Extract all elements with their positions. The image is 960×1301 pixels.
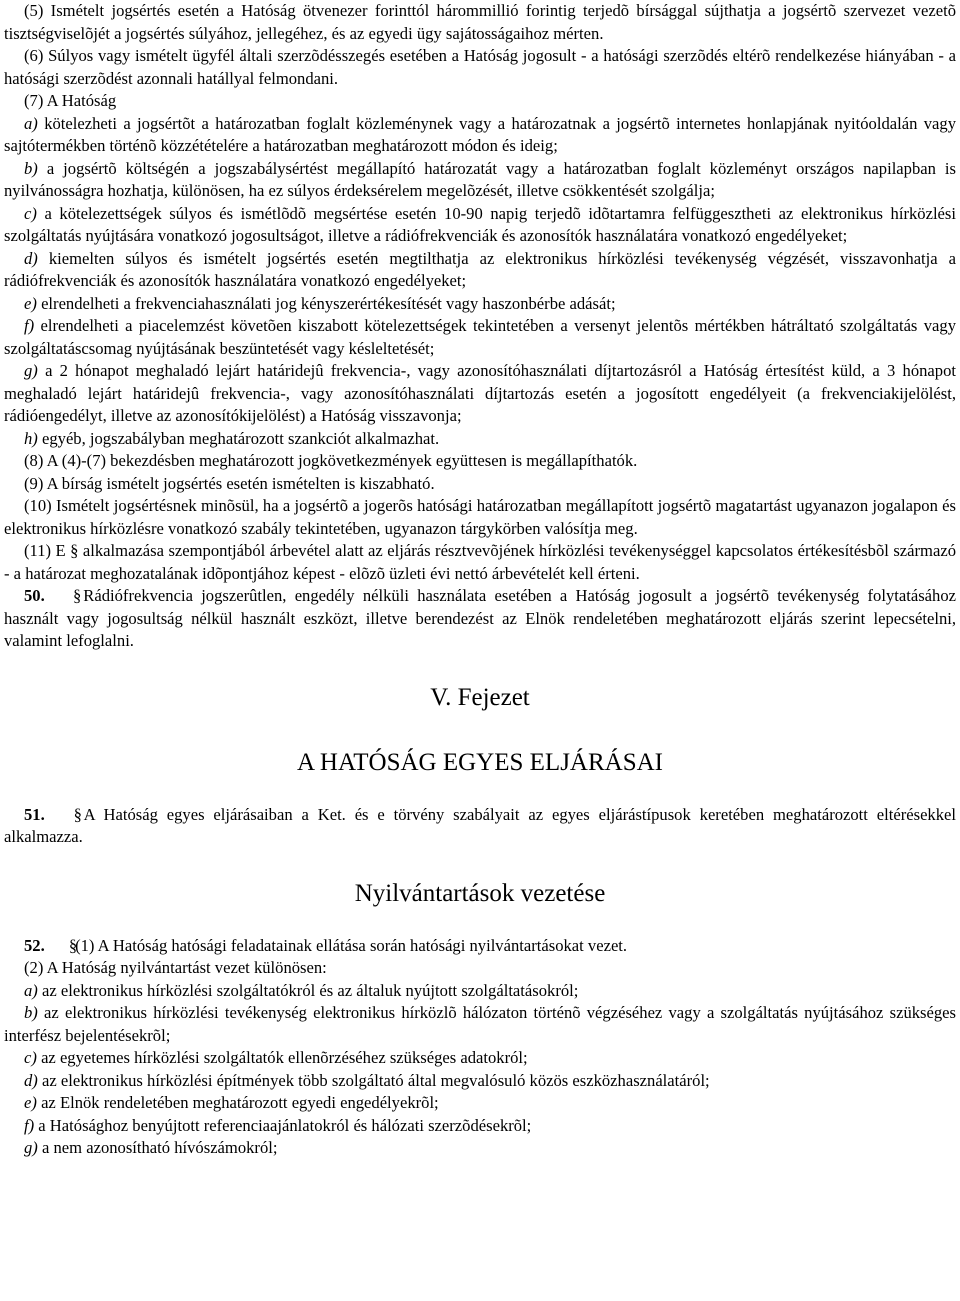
- paragraph-10: (10) Ismételt jogsértésnek minõsül, ha a jogsértõ a jogerõs hatósági határozatban megállapított jogsértõ magatartást ugyanazon jogalapon és elektronikus hírközlésre vonatkozó szabály tekintetében, ugyanazon tárgykörben valósítja meg.: [4, 496, 956, 538]
- subtitle-heading: Nyilvántartások vezetése: [354, 879, 606, 907]
- item-text: az elektronikus hírközlési tevékenység elektronikus hírközlõ hálózaton történõ végzéséhez vagy a szolgáltatás nyújtásához szükséges interfész bejelentésekrõl;: [4, 1003, 956, 1045]
- list-item: [4, 980, 956, 1003]
- item-text: elrendelheti a frekvenciahasználati jog kényszerértékesítését vagy haszonbérbe adását;: [41, 293, 616, 313]
- list-item: [4, 158, 956, 203]
- item-text: a 2 hónapot meghaladó lejárt határidejû frekvencia-, vagy azonosítóhasználati díjtartozásról a Hatóság értesítést küld, a 3 hónapot meghaladó lejárt határidejû frekvencia-, vagy azonosítóhasználati díjtartozás esetén a jogosított engedélyeit (a frekvenciakijelölést, rádióengedélyt, illetve az azonosítókijelölést) a Hatóság visszavonja;: [4, 361, 956, 425]
- item-label: c): [24, 1048, 37, 1067]
- item-label: a): [24, 980, 38, 1000]
- chapter-title: A HATÓSÁG EGYES ELJÁRÁSAI: [297, 748, 663, 776]
- item-label: g): [24, 1138, 38, 1157]
- item-text: a Hatósághoz benyújtott referenciaajánlatokról és hálózati szerzõdésekrõl;: [38, 1115, 532, 1135]
- item-label: g): [24, 361, 38, 380]
- list-item: [4, 428, 956, 451]
- list-item: [4, 1070, 956, 1093]
- item-label: e): [24, 293, 37, 313]
- item-label: c): [24, 203, 37, 223]
- section-text: Rádiófrekvencia jogszerûtlen, engedély nélküli használata esetében a Hatóság jogosult a jogsértõ tevékenység folytatásához használt vagy jogosultság nélkül használt eszközt, illetve berendezést az Elnök rendeletében meghatározott eljárás szerint lepecsételni, valamint lefoglalni.: [4, 586, 956, 650]
- list-item: [4, 1047, 956, 1070]
- paragraph-6: (6) Súlyos vagy ismételt ügyfél általi szerzõdésszegés esetében a Hatóság jogosult - a hatósági szerzõdés eltérõ rendelkezése hiányában - a hatósági szerzõdést azonnali hatállyal felmondani.: [4, 46, 956, 88]
- section-number: 52.: [24, 935, 45, 955]
- paragraph-9: (9) A bírság ismételt jogsértés esetén ismételten is kiszabható.: [24, 473, 435, 493]
- item-text: a kötelezettségek súlyos és ismétlõdõ megsértése esetén 10-90 napig terjedõ idõtartamra felfüggesztheti az elektronikus hírközlési szolgáltatás nyújtására vonatkozó jogosultságot, illetve a rádiófrekvenciák és azonosítók használatára vonatkozó engedélyeket;: [4, 203, 956, 245]
- p7-list: [4, 113, 956, 451]
- item-text: a jogsértõ költségén a jogszabálysértést megállapító határozatát vagy a határozatban foglalt közleményt országos napilapban is nyilvánosságra hozhatja, különösen, ha ez súlyos érdeksérelem megelõzését, illetve csökkentését szolgálja;: [4, 158, 956, 200]
- section-sign: §: [73, 586, 82, 605]
- item-label: f): [24, 1115, 35, 1135]
- list-item: [4, 113, 956, 158]
- list-item: [4, 1092, 956, 1115]
- chapter-heading: V. Fejezet: [430, 683, 530, 711]
- section-52: [4, 935, 956, 958]
- list-item: [4, 315, 956, 360]
- section-50: [4, 585, 956, 653]
- item-label: d): [24, 1070, 38, 1090]
- list-item: [4, 293, 956, 316]
- item-text: elrendelheti a piacelemzést követõen kiszabott kötelezettségek tekintetében a versenyt jelentõs mértékben hátráltató szolgáltatás vagy szolgáltatáscsomag nyújtásának beszüntetését vagy késleltetését;: [4, 316, 956, 358]
- section-text: (1) A Hatóság hatósági feladatainak ellátása során hatósági nyilvántartásokat vezet.: [75, 935, 628, 955]
- s52-list: [4, 980, 956, 1160]
- list-item: [4, 360, 956, 428]
- section-52-para-2: (2) A Hatóság nyilvántartást vezet különösen:: [24, 958, 327, 977]
- paragraph-5: (5) Ismételt jogsértés esetén a Hatóság ötvenezer forinttól hárommillió forintig terjedõ bírsággal sújthatja a jogsértõ szervezet vezetõ tisztségviselõjét a jogsértés súlyához, jellegéhez, és az egyedi ügy sajátosságaihoz mérten.: [4, 1, 956, 43]
- item-text: az Elnök rendeletében meghatározott egyedi engedélyekrõl;: [41, 1093, 439, 1112]
- section-text: A Hatóság egyes eljárásaiban a Ket. és e törvény szabályait az egyes eljárástípusok keretében meghatározott eltérésekkel alkalmazza.: [4, 804, 957, 846]
- item-text: kötelezheti a jogsértõt a határozatban foglalt közleménynek vagy a határozatnak a jogsértõ internetes honlapjának nyitóoldalán vagy sajtótermékben történõ közzétételére a határozatban meghatározott módon és ideig;: [4, 113, 956, 155]
- item-text: a nem azonosítható hívószámokról;: [41, 1138, 278, 1157]
- item-label: b): [24, 158, 38, 178]
- list-item: [4, 248, 956, 293]
- list-item: [4, 1002, 956, 1047]
- list-item: [4, 1115, 956, 1138]
- item-label: f): [24, 316, 35, 335]
- item-label: d): [24, 248, 38, 268]
- paragraph-7: (7) A Hatóság: [24, 91, 117, 110]
- list-item: [4, 203, 956, 248]
- section-51: [4, 804, 956, 849]
- section-number: 51.: [24, 804, 45, 824]
- section-sign: §: [68, 935, 78, 955]
- item-text: kiemelten súlyos és ismételt jogsértés esetén megtilthatja az elektronikus hírközlési tevékenység végzését, visszavonhatja a rádiófrekvenciák és azonosítók használatára vonatkozó engedélyeket;: [4, 248, 956, 290]
- item-text: az elektronikus hírközlési szolgáltatókról és az általuk nyújtott szolgáltatásokról;: [41, 980, 579, 1000]
- section-number: 50.: [24, 586, 45, 605]
- item-text: az egyetemes hírközlési szolgáltatók ellenõrzéséhez szükséges adatokról;: [41, 1048, 528, 1067]
- item-label: b): [24, 1003, 38, 1022]
- paragraph-11: (11) E § alkalmazása szempontjából árbevétel alatt az eljárás résztvevõjének hírközlési tevékenységgel kapcsolatos értékesítésbõl származó - a határozat meghozatalának idõpontjához képest - elõzõ üzleti évi nettó árbevételét kell érteni.: [4, 541, 956, 583]
- section-sign: §: [73, 804, 82, 824]
- item-text: egyéb, jogszabályban meghatározott szankciót alkalmazhat.: [41, 428, 440, 448]
- item-label: h): [24, 428, 38, 448]
- item-label: a): [24, 113, 38, 133]
- list-item: [4, 1137, 956, 1160]
- item-label: e): [24, 1093, 37, 1112]
- item-text: az elektronikus hírközlési építmények több szolgáltató által megvalósuló közös eszközhasználatáról;: [41, 1070, 710, 1090]
- paragraph-8: (8) A (4)-(7) bekezdésben meghatározott jogkövetkezmények együttesen is megállapíthatók.: [24, 451, 638, 470]
